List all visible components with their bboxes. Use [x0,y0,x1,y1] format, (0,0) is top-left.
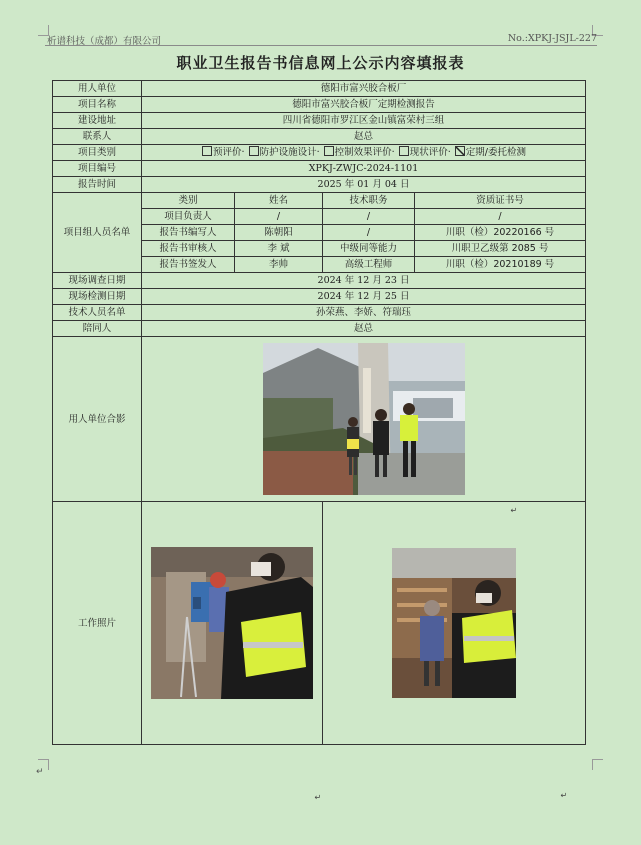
document-number: No.:XPKJ-JSJL-227 [507,33,597,44]
work-photo-2-image [392,548,516,698]
report-time-value: 2025 年 01 月 04 日 [142,177,586,193]
paragraph-mark-icon: ↵ [36,767,44,777]
project-no-value: XPKJ-ZWJC-2024-1101 [142,161,586,177]
test-date-label: 现场检测日期 [53,289,142,305]
team-header-title: 技术职务 [323,193,415,209]
address-value: 四川省德阳市罗江区金山镇富荣村三组 [142,113,586,129]
employer-label: 用人单位 [53,81,142,97]
option-pre-evaluation: 预评价 [213,147,242,158]
team-member-role: 项目负责人 [142,209,235,225]
work-photo-cell-1: ↵ [142,502,323,745]
team-member-title: 高级工程师 [323,257,415,273]
group-photo-label: 用人单位合影 [53,337,142,502]
category-label: 项目类别 [53,145,142,161]
group-photo-image [263,343,465,495]
team-member-role: 报告书编写人 [142,225,235,241]
option-protection-design: 防护设施设计 [259,147,317,158]
team-header-name: 姓名 [235,193,323,209]
category-options: 预评价· 防护设施设计· 控制效果评价· 现状评价· 定期/委托检测 [142,145,586,161]
team-member-title: / [323,209,415,225]
team-member-name: / [235,209,323,225]
checkbox-protection-design[interactable] [249,146,259,156]
option-periodic-testing: 定期/委托检测 [465,147,526,158]
project-no-label: 项目编号 [53,161,142,177]
page-title: 职业卫生报告书信息网上公示内容填报表 [176,54,465,72]
team-member-title: / [323,225,415,241]
team-member-role: 报告书审核人 [142,241,235,257]
work-photo-cell-2: ↵ [323,502,586,745]
project-name-label: 项目名称 [53,97,142,113]
team-member-role: 报告书签发人 [142,257,235,273]
companion-label: 陪同人 [53,321,142,337]
corner-mark [592,759,603,770]
project-name-value: 德阳市富兴胶合板厂定期检测报告 [142,97,586,113]
test-date-value: 2024 年 12 月 25 日 [142,289,586,305]
checkbox-periodic-testing[interactable] [455,146,465,156]
group-photo-cell: ↵ [142,337,586,502]
team-member-name: 李 斌 [235,241,323,257]
team-header-role: 类别 [142,193,235,209]
companion-value: 赵总 [142,321,586,337]
contact-value: 赵总 [142,129,586,145]
address-label: 建设地址 [53,113,142,129]
company-name: 析谱科技（成都）有限公司 [47,36,162,47]
header-rule [45,45,597,46]
team-member-cert: 川职（检）20210189 号 [415,257,586,273]
checkbox-status-evaluation[interactable] [399,146,409,156]
team-member-name: 李帅 [235,257,323,273]
employer-value: 德阳市富兴胶合板厂 [142,81,586,97]
team-member-cert: 川职卫乙级第 2085 号 [415,241,586,257]
team-label: 项目组人员名单 [53,193,142,273]
team-member-name: 陈朝阳 [235,225,323,241]
team-member-cert: 川职（检）20220166 号 [415,225,586,241]
survey-date-value: 2024 年 12 月 23 日 [142,273,586,289]
report-time-label: 报告时间 [53,177,142,193]
technicians-value: 孙荣燕、李娇、符瑞珏 [142,305,586,321]
team-header-cert: 资质证书号 [415,193,586,209]
option-control-evaluation: 控制效果评价 [334,147,392,158]
technicians-label: 技术人员名单 [53,305,142,321]
team-member-cert: / [415,209,586,225]
work-photos-label: 工作照片 [53,502,142,745]
option-status-evaluation: 现状评价 [409,147,448,158]
work-photo-1-image [151,547,313,699]
checkbox-pre-evaluation[interactable] [202,146,212,156]
contact-label: 联系人 [53,129,142,145]
checkbox-control-evaluation[interactable] [324,146,334,156]
report-form-table [52,80,586,802]
team-member-title: 中级同等能力 [323,241,415,257]
survey-date-label: 现场调查日期 [53,273,142,289]
